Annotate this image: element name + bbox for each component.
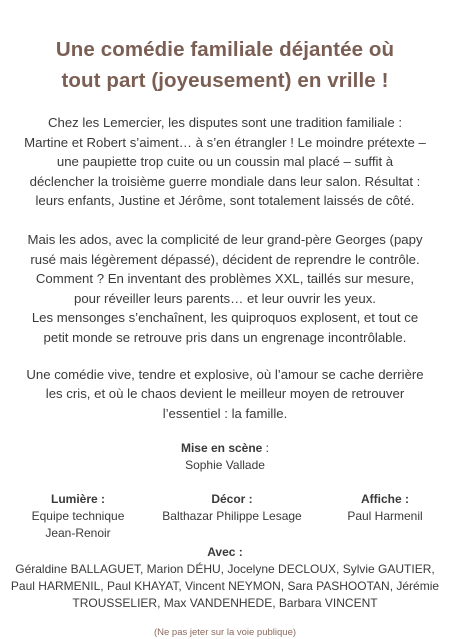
credit-decor bbox=[147, 491, 317, 525]
synopsis-paragraph-1: Chez les Lemercier, les disputes sont une tradition familiale : Martine et Robert s’aiment… à s’en étrangler ! Le moindre prétexte – une paupiette trop cuite ou un coussin mal placé – suffit à déclencher la troisième guerre mondiale dans leur salon. Résultat : leurs enfants, Justine et Jérôme, sont totalement laissés de côté. bbox=[24, 115, 426, 209]
page-title: Une comédie familiale déjantée où tout part (joyeusement) en vrille ! bbox=[55, 38, 395, 92]
synopsis-paragraph-3: Une comédie vive, tendre et explosive, où l’amour se cache derrière les cris, et où le chaos devient le meilleur moyen de retrouver l’essentiel : la famille. bbox=[26, 366, 424, 421]
credit-value-lumiere: Equipe technique Jean-Renoir bbox=[31, 509, 125, 541]
credit-label-avec: Avec : bbox=[207, 545, 243, 560]
synopsis-paragraph-2: Mais les ados, avec la complicité de leur grand-père Georges (papy rusé mais légèrement dépassé), décident de reprendre le contrôle. Comment ? En inventant des problèmes XXL, taillés sur mesure, pour réveiller leurs parents… et leur ouvrir les yeux. Les mensonges s’enchaînent, les quiproquos explosent, et tout ce petit monde se retrouve pris dans un engrenage incontrôlable. bbox=[27, 231, 423, 345]
cast-list: Géraldine BALLAGUET, Marion DÉHU, Jocelyne DECLOUX, Sylvie GAUTIER, Paul HARMENIL, Paul KHAYAT, Vincent NEYMON, Sara PASHOOTAN, Jérémie TROUSSELIER, Max VANDENHEDE, Barbara VINCENT bbox=[10, 562, 440, 611]
credit-affiche bbox=[320, 491, 450, 525]
credit-value-decor: Balthazar Philippe Lesage bbox=[162, 509, 302, 524]
credit-cast bbox=[8, 544, 442, 612]
credit-value-mise-en-scene: Sophie Vallade bbox=[185, 458, 265, 473]
credit-label-decor: Décor : bbox=[211, 492, 253, 507]
credit-value-affiche: Paul Harmenil bbox=[347, 509, 423, 524]
credit-label-mise-en-scene: Mise en scène bbox=[180, 441, 263, 456]
credit-label-lumiere: Lumière : bbox=[50, 492, 105, 507]
credit-mise-en-scene bbox=[8, 440, 442, 474]
credit-lumiere bbox=[12, 491, 144, 542]
credits-row bbox=[8, 491, 442, 543]
credit-label-colon: : bbox=[262, 441, 270, 456]
footnote: (Ne pas jeter sur la voie publique) bbox=[153, 627, 297, 639]
credit-label-affiche: Affiche : bbox=[361, 492, 409, 507]
